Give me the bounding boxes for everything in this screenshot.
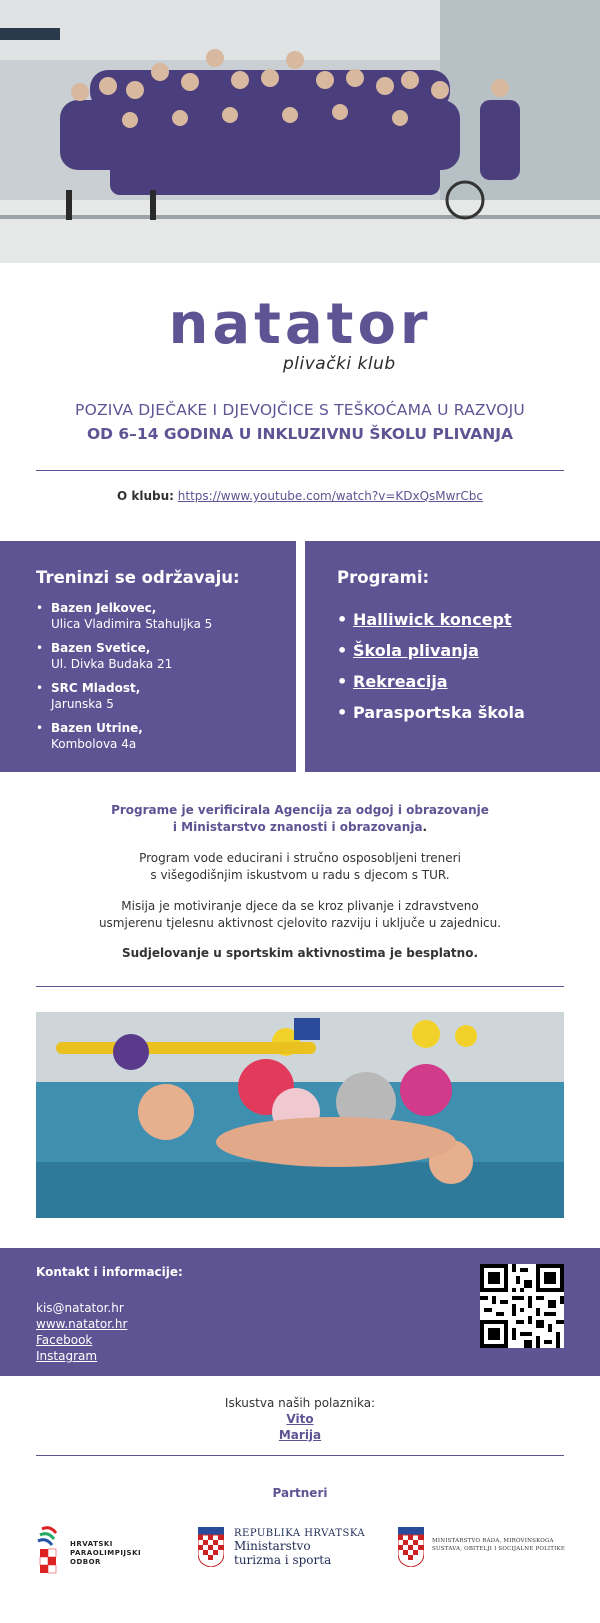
hpo-line3: ODBOR [70,1558,101,1566]
divider [36,1455,564,1456]
program-item[interactable] [337,610,525,630]
headline-line1: POZIVA DJEČAKE I DJEVOJČICE S TEŠKOĆAMA U RAZVOJU [75,401,525,419]
contact-title: Kontakt i informacije: [36,1265,183,1279]
program-link[interactable]: Škola plivanja [353,641,479,660]
trainers-line2: s višegodišnjim iskustvom u radu s djecom s TUR. [150,868,450,882]
location-item [36,600,212,632]
mission-line2: usmjerenu tjelesnu aktivnost cjelovito razviju i uključe u zajednicu. [98,916,502,930]
trainings-title: Treninzi se održavaju: [36,568,240,587]
experiences-label: Iskustva naših polaznika: [224,1396,376,1410]
trainings-panel [0,541,296,772]
hpo-emblem-icon [36,1525,68,1585]
ministry-labor-name [432,1537,565,1553]
location-name: Bazen Svetice, [51,641,151,655]
partners-title: Partneri [272,1486,328,1500]
ministry-labor-line1: MINISTARSTVO RADA, MIROVINSKOGA [432,1538,554,1544]
locations-list [36,600,212,760]
natator-logo [0,292,600,374]
experience-link-marija[interactable]: Marija [278,1428,322,1442]
trainers-line1: Program vode educirani i stručno osposobljeni treneri [139,851,461,865]
ministry-sport-line3: turizma i sporta [234,1553,332,1567]
verified-line2: i Ministarstvo znanosti i obrazovanja [172,820,423,834]
email-link[interactable]: kis@natator.hr [36,1301,124,1315]
verified-line1: Programe je verificirala Agencija za odgoj i obrazovanje [111,803,489,817]
location-address: Ulica Vladimira Stahuljka 5 [51,617,213,631]
program-link[interactable]: Halliwick koncept [353,610,512,629]
croatian-coat-of-arms-icon [398,1527,424,1567]
partner-ministry-labor-logo [398,1525,568,1585]
mission-text [0,898,600,932]
contact-band [0,1248,600,1376]
mission-line1: Misija je motiviranje djece da se kroz plivanje i zdravstveno [121,899,479,913]
ministry-sport-line2: Ministarstvo [234,1539,311,1553]
hpo-line2: PARAOLIMPIJSKI [70,1549,142,1557]
verification-text: Programe je verificirala Agencija za odgoj i obrazovanje i Ministarstvo znanosti i obrazovanja. [0,802,600,836]
partner-hpo-logo [36,1525,186,1585]
partner-ministry-sport-logo [198,1525,368,1585]
location-item [36,680,212,712]
program-item [337,703,525,723]
location-item [36,640,212,672]
headline-line2: OD 6–14 GODINA U INKLUZIVNU ŠKOLU PLIVANJA [86,425,514,443]
pool-photo [36,1012,564,1218]
logo-subtitle: plivački klub [283,354,396,374]
contact-links [36,1300,127,1364]
location-name: Bazen Jelkovec, [51,601,157,615]
croatian-coat-of-arms-icon [198,1527,224,1567]
divider [36,986,564,987]
website-link[interactable]: www.natator.hr [36,1317,128,1331]
instagram-link[interactable]: Instagram [36,1349,98,1363]
divider [36,470,564,471]
programs-panel [305,541,600,772]
ministry-sport-line1: REPUBLIKA HRVATSKA [234,1528,366,1539]
trainers-text [0,850,600,884]
program-item[interactable] [337,672,525,692]
programs-list [337,610,525,734]
ministry-labor-line2: SUSTAVA, OBITELJI I SOCIJALNE POLITIKE [432,1546,566,1552]
hpo-line1: HRVATSKI [70,1540,113,1548]
facebook-link[interactable]: Facebook [36,1333,93,1347]
about-link[interactable]: https://www.youtube.com/watch?v=KDxQsMwrCbc [177,489,483,503]
location-address: Kombolova 4a [51,737,137,751]
hpo-name [70,1540,141,1567]
about-label: O klubu: [116,489,174,503]
ministry-sport-name [234,1528,365,1567]
programs-title: Programi: [337,568,430,587]
free-participation: Sudjelovanje u sportskim aktivnostima je besplatno. [121,946,479,960]
program-label: Parasportska škola [353,703,525,722]
program-link[interactable]: Rekreacija [353,672,448,691]
location-name: SRC Mladost, [51,681,141,695]
about-club [0,489,600,503]
program-item[interactable] [337,641,525,661]
location-item [36,720,212,752]
logo-wordmark: natator [168,292,432,357]
experience-link-vito[interactable]: Vito [286,1412,314,1426]
qr-code [480,1264,564,1348]
experiences-block [0,1395,600,1443]
location-address: Jarunska 5 [51,697,114,711]
location-name: Bazen Utrine, [51,721,143,735]
team-photo [0,0,600,263]
location-address: Ul. Divka Budaka 21 [51,657,173,671]
